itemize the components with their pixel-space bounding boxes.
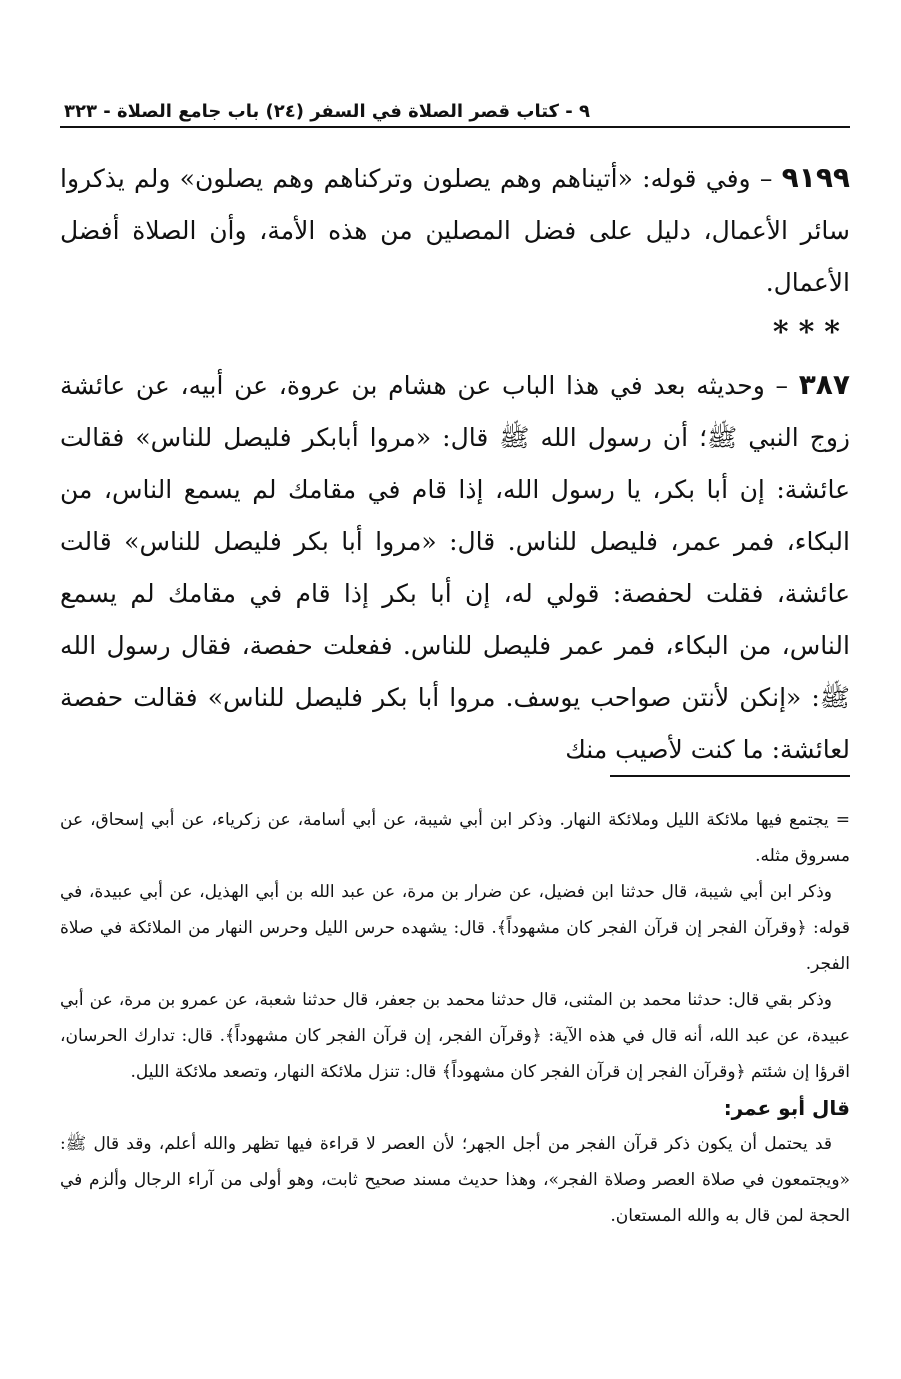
footnote-paragraph: = يجتمع فيها ملائكة الليل وملائكة النهار. وذكر ابن أبي شيبة، عن أبي أسامة، عن زكرياء، عن أبي إسحاق، عن مسروق مثله. [60, 810, 850, 866]
paragraph-number: ٩١٩٩ [781, 161, 850, 194]
paragraph-9199 [60, 152, 850, 309]
hadith-body: – وحديثه بعد في هذا الباب عن هشام بن عروة، عن أبيه، عن عائشة زوج النبي ﷺ؛ أن رسول الله ﷺ قال: «مروا أبابكر فليصل للناس» فقالت عائشة: إن أبا بكر، يا رسول الله، إذا قام في مقامك لم يسمع الناس، من البكاء، فمر عمر، فليصل للناس. قال: «مروا أبا بكر فليصل للناس» قالت عائشة، فقلت لحفصة: قولي له، إن أبا بكر إذا قام في مقامك لم يسمع الناس، من البكاء، فمر عمر فليصل للناس. ففعلت حفصة، فقال رسول الله ﷺ: «إنكن لأنتن صواحب يوسف. مروا أبا بكر فليصل للناس» فقالت حفصة لعائشة: ما كنت لأصيب منك [60, 371, 850, 764]
book-page [60, 0, 850, 1379]
footnote-paragraph: وذكر بقي قال: حدثنا محمد بن المثنى، قال حدثنا محمد بن جعفر، قال حدثنا شعبة، عن عمرو بن مرة، عن أبي عبيدة، عن عبد الله، أنه قال في هذه الآية: ﴿وقرآن الفجر، إن قرآن الفجر كان مشهوداً﴾. قال: تدارك الحرسان، اقرؤا إن شئتم ﴿وقرآن الفجر إن قرآن الفجر كان مشهوداً﴾ قال: تنزل ملائكة النهار، وتصعد ملائكة الليل. [60, 990, 851, 1082]
paragraph-387 [60, 359, 850, 776]
footnote-subheading: قال أبو عمر: [723, 1096, 850, 1120]
section-separator: *** [772, 315, 850, 350]
main-text [60, 152, 850, 776]
paragraph-body: – وفي قوله: «أتيناهم وهم يصلون وتركناهم وهم يصلون» ولم يذكروا سائر الأعمال، دليل على فضل المصلين من هذه الأمة، وأن الصلاة أفضل الأعمال. [60, 164, 850, 297]
footnote-paragraph: وذكر ابن أبي شيبة، قال حدثنا ابن فضيل، عن ضرار بن مرة، عن عبد الله بن أبي الهذيل، عن أبي عبيدة، في قوله: ﴿وقرآن الفجر إن قرآن الفجر كان مشهوداً﴾. قال: يشهده حرس الليل وحرس النهار من الملائكة في صلاة الفجر. [60, 882, 850, 974]
hadith-number: ٣٨٧ [798, 368, 850, 401]
footnote-paragraph: قد يحتمل أن يكون ذكر قرآن الفجر من أجل الجهر؛ لأن العصر لا قراءة فيها تظهر والله أعلم، وقد قال ﷺ: «ويجتمعون في صلاة العصر وصلاة الفجر»، وهذا حديث مسند صحيح ثابت، وهو أولى من آراء الرجال وألزم في الحجة لمن قال به والله المستعان. [60, 1134, 850, 1226]
header-text: ٩ - كتاب قصر الصلاة في السفر (٢٤) باب جامع الصلاة - ٣٢٣ [64, 101, 591, 122]
running-header [60, 86, 850, 128]
footnote-divider [610, 775, 850, 777]
footnotes [60, 802, 850, 1234]
